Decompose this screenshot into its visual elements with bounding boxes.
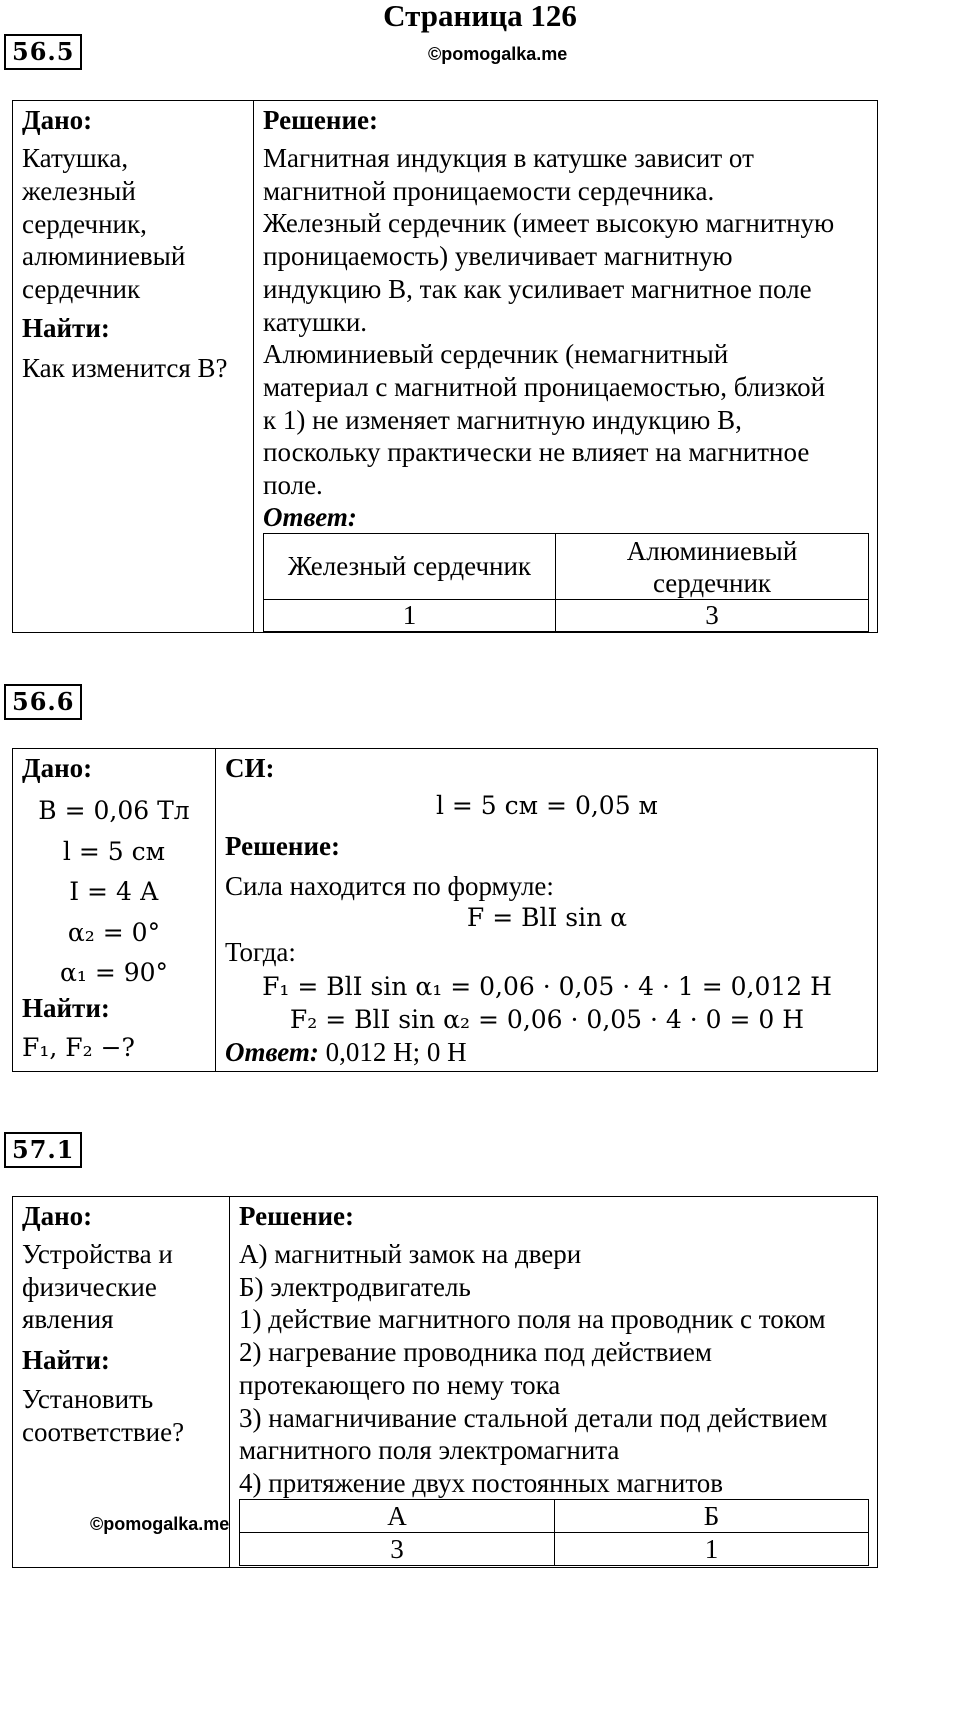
- watermark-bottom: ©pomogalka.me: [90, 1514, 230, 1534]
- given-line-alpha2: α₂ = 0°: [67, 917, 161, 947]
- problem-number-57-1: 57.1: [4, 1132, 82, 1168]
- find-block: [22, 1383, 184, 1448]
- solution-line: Б) электродвигатель: [239, 1271, 471, 1302]
- answer-header-B: Б: [555, 1500, 869, 1533]
- answer-text: 0,012 Н; 0 Н: [318, 1037, 467, 1067]
- problem-57-1-frame: [12, 1196, 878, 1568]
- solution-line: 3) намагничивание стальной детали под действием: [239, 1402, 828, 1433]
- answer-table: [239, 1499, 869, 1566]
- solution-line: Магнитная индукция в катушке зависит от: [263, 143, 754, 173]
- si-text: l = 5 см = 0,05 м: [435, 791, 659, 820]
- then-label: Тогда:: [225, 937, 296, 967]
- solution-line: катушки.: [263, 306, 368, 337]
- page-title: Страница 126: [383, 0, 577, 33]
- answer-label: Ответ:: [263, 502, 357, 532]
- solution-label: Решение:: [225, 831, 340, 861]
- solution-intro: Сила находится по формуле:: [225, 871, 554, 901]
- answer-value-A: 3: [240, 1533, 555, 1566]
- problem-number-56-6: 56.6: [4, 684, 82, 720]
- solution-line: 1) действие магнитного поля на проводник с током: [239, 1304, 826, 1335]
- solution-label: Решение:: [239, 1201, 354, 1231]
- given-line-I: I = 4 А: [69, 877, 159, 906]
- given-label: Дано:: [22, 105, 93, 135]
- answer-label: Ответ:: [225, 1037, 319, 1067]
- given-line: Устройства и: [22, 1239, 173, 1269]
- column-divider: [229, 1197, 230, 1567]
- given-line: алюминиевый: [22, 241, 186, 272]
- find-line: Установить: [22, 1384, 154, 1414]
- solution-line: поскольку практически не влияет на магнитное: [263, 437, 810, 468]
- formula: F = BlI sin α: [466, 903, 628, 932]
- find-label: Найти:: [22, 313, 110, 343]
- solution-line: материал с магнитной проницаемостью, близкой: [263, 371, 826, 402]
- problem-56-6-frame: [12, 748, 878, 1072]
- given-block: [22, 142, 185, 306]
- solution-line: магнитного поля электромагнита: [239, 1435, 620, 1466]
- solution-line: 2) нагревание проводника под действием: [239, 1337, 712, 1368]
- given-label: Дано:: [22, 1201, 93, 1231]
- find-text: Как изменится В?: [22, 353, 228, 383]
- answer-table: [263, 533, 869, 632]
- solution-line: Алюминиевый сердечник (немагнитный: [263, 339, 729, 370]
- solution-text: [239, 1238, 827, 1500]
- find-label: Найти:: [22, 1345, 110, 1375]
- calc-block: [215, 970, 879, 1036]
- answer-value-aluminum: 3: [556, 600, 869, 632]
- given-block: [13, 791, 215, 994]
- watermark-top: ©pomogalka.me: [428, 44, 568, 64]
- solution-text: [263, 142, 834, 502]
- solution-line: к 1) не изменяет магнитную индукцию В,: [263, 404, 742, 435]
- solution-line: проницаемость) увеличивает магнитную: [263, 241, 733, 272]
- solution-line: индукцию В, так как усиливает магнитное поле: [263, 273, 812, 304]
- answer-header-A: А: [240, 1500, 555, 1533]
- find-label: Найти:: [22, 993, 110, 1023]
- given-line: физические: [22, 1271, 157, 1302]
- solution-label: Решение:: [263, 105, 378, 135]
- problem-56-5-frame: [12, 100, 878, 633]
- given-line: явления: [22, 1304, 114, 1335]
- find-text: F₁, F₂ −?: [22, 1033, 135, 1062]
- given-line-l: l = 5 см: [62, 836, 166, 866]
- given-line: сердечник,: [22, 208, 147, 239]
- answer-header-iron: Железный сердечник: [264, 534, 556, 600]
- solution-line: магнитной проницаемости сердечника.: [263, 175, 715, 206]
- problem-number-56-5: 56.5: [4, 34, 82, 70]
- solution-line: поле.: [263, 470, 323, 501]
- given-line: сердечник: [22, 274, 141, 305]
- solution-line: протекающего по нему тока: [239, 1369, 561, 1400]
- given-label: Дано:: [22, 753, 93, 783]
- answer-value-iron: 1: [264, 600, 556, 632]
- find-line: соответствие?: [22, 1416, 185, 1447]
- given-line: Катушка,: [22, 143, 129, 173]
- solution-line: Железный сердечник (имеет высокую магнитную: [263, 208, 835, 239]
- answer-line: [225, 1035, 467, 1071]
- answer-header-aluminum: Алюминиевый сердечник: [556, 534, 869, 600]
- solution-line: 4) притяжение двух постоянных магнитов: [239, 1467, 724, 1498]
- given-line: железный: [22, 175, 136, 206]
- column-divider: [253, 101, 254, 632]
- given-block: [22, 1238, 173, 1336]
- si-label: СИ:: [225, 753, 275, 783]
- given-line-alpha1: α₁ = 90°: [59, 958, 169, 987]
- calc-line-F1: F₁ = BlI sin α₁ = 0,06 · 0,05 · 4 · 1 = 0,012 Н: [262, 972, 832, 1001]
- answer-value-B: 1: [555, 1533, 869, 1566]
- calc-line-F2: F₂ = BlI sin α₂ = 0,06 · 0,05 · 4 · 0 = 0 Н: [289, 1005, 805, 1034]
- given-line-B: B = 0,06 Тл: [38, 796, 190, 825]
- solution-line: А) магнитный замок на двери: [239, 1239, 582, 1269]
